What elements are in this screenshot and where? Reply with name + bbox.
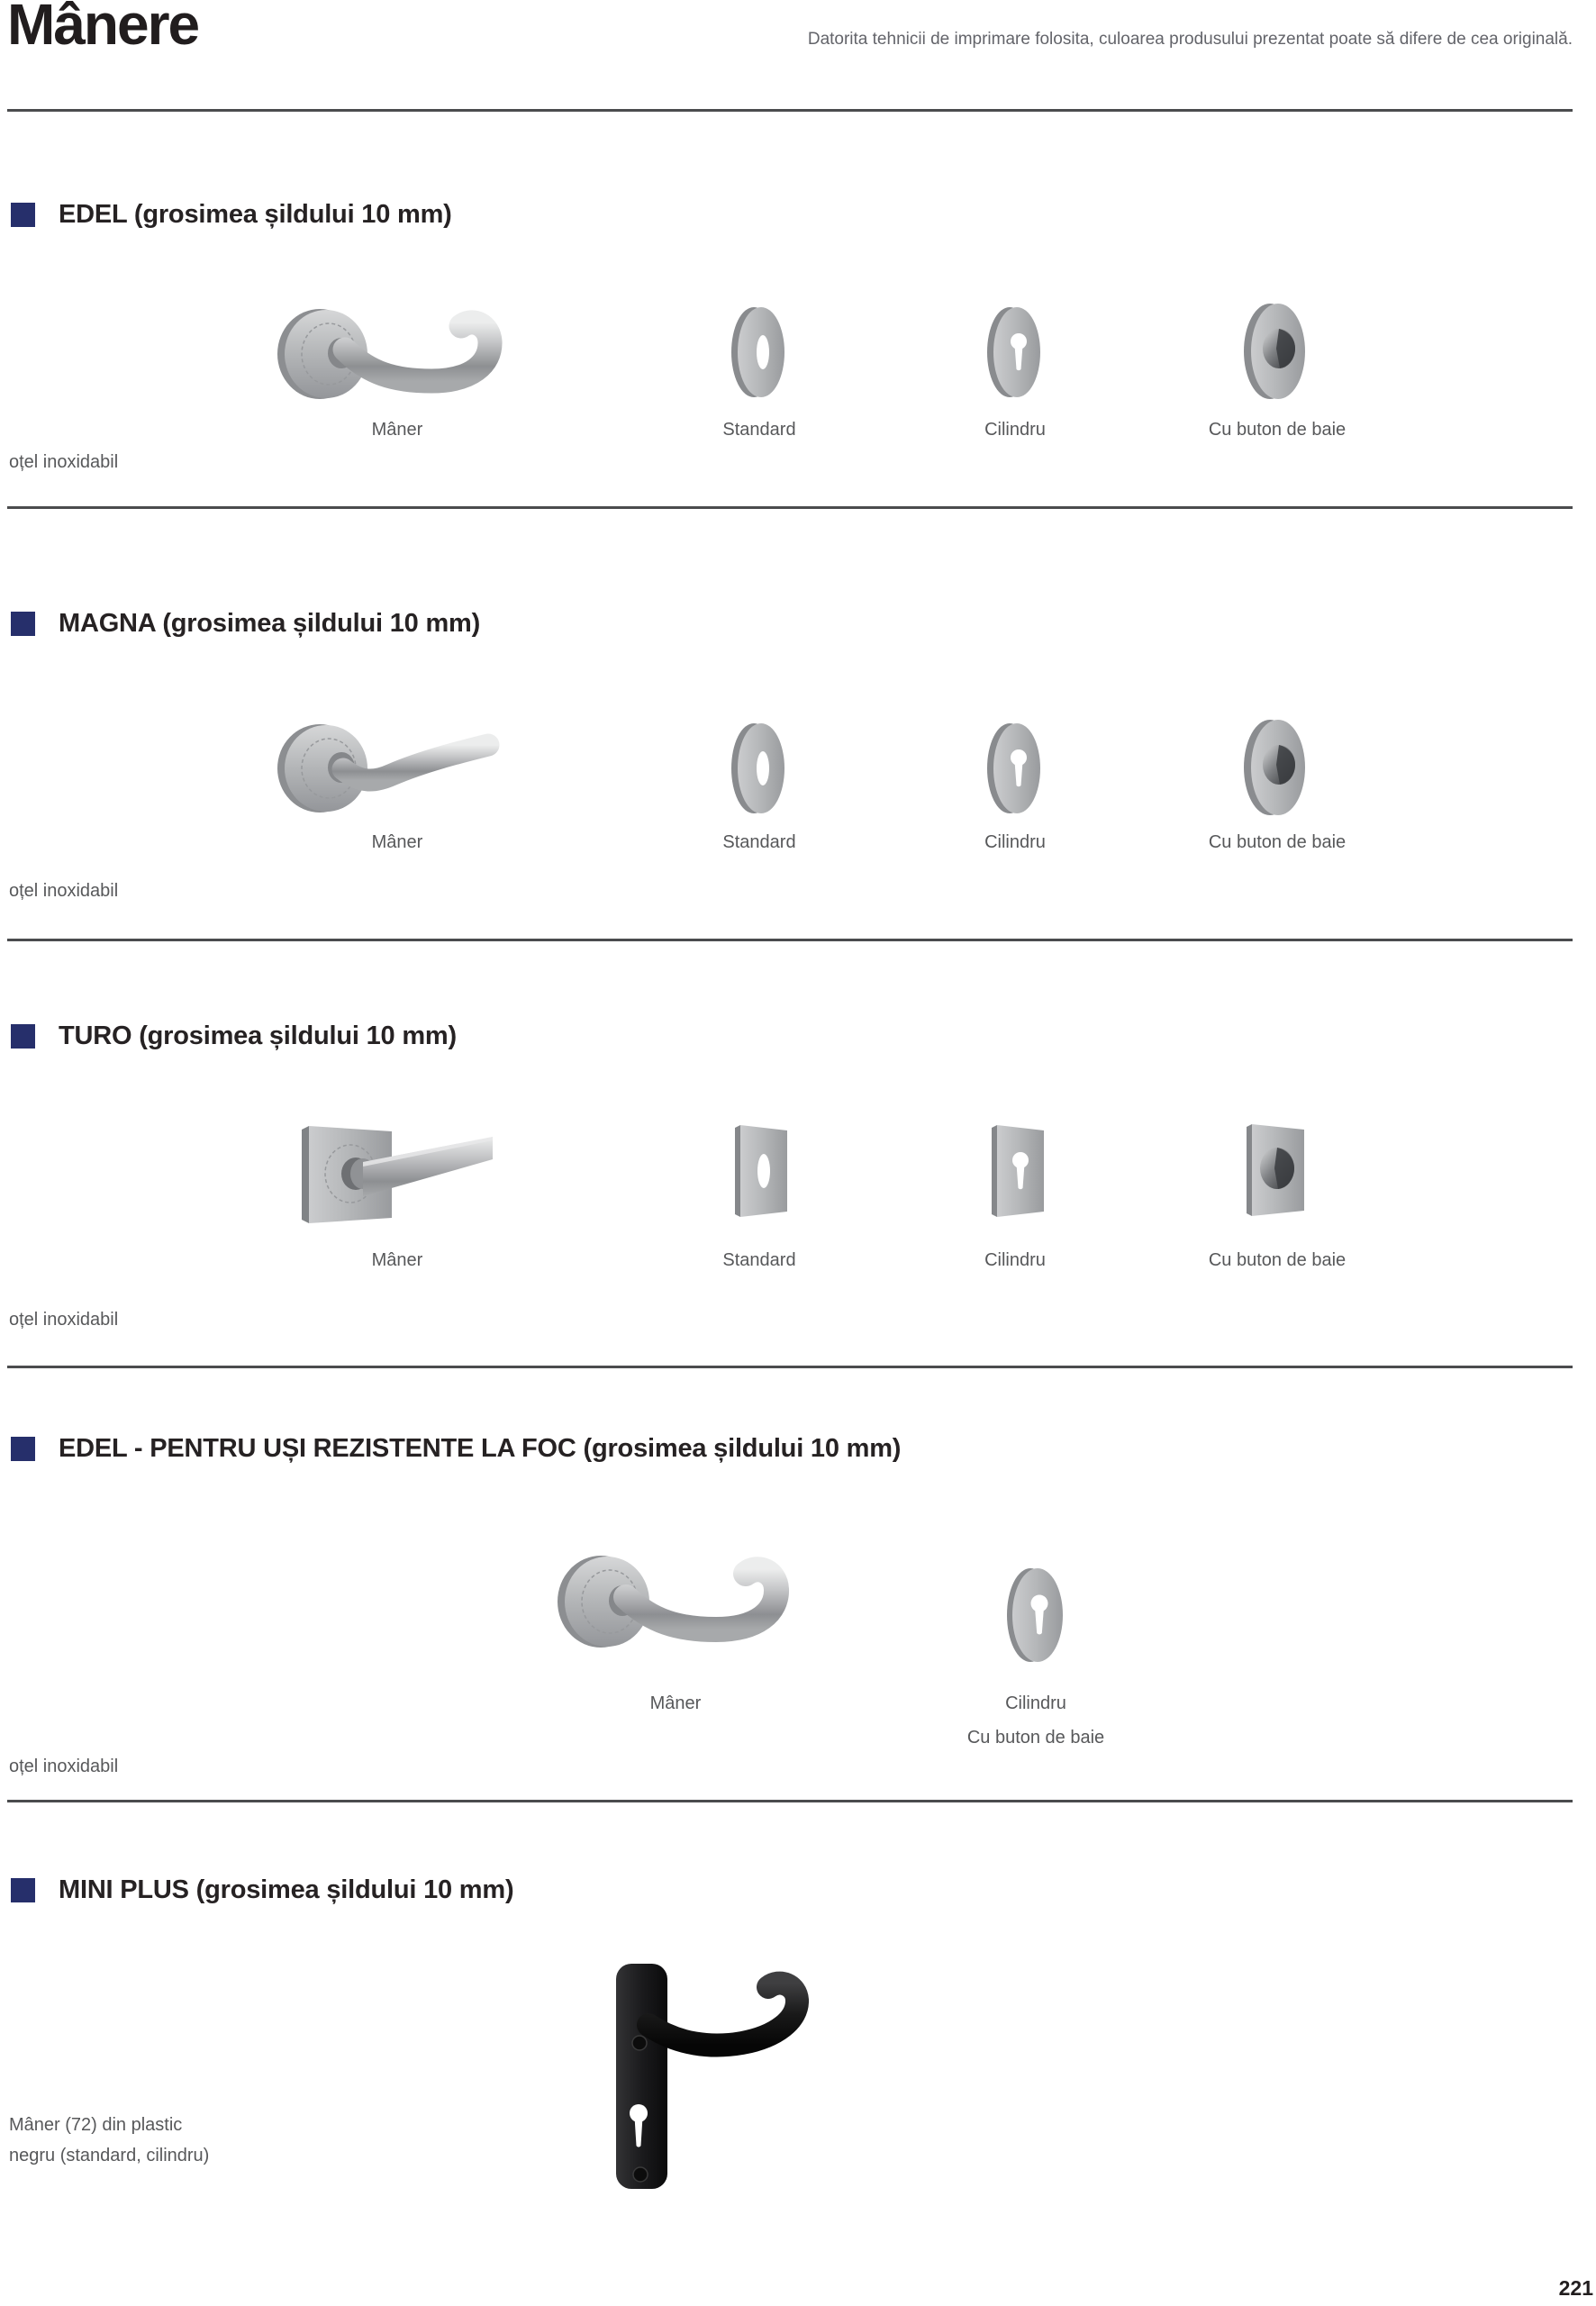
- item-label: Standard: [722, 832, 796, 852]
- item-label: Mâner: [371, 420, 423, 440]
- page-number: 221: [1558, 2276, 1593, 2300]
- bathroom-turn-rosette-image: [1239, 717, 1315, 818]
- blue-square-bullet-icon: [11, 1437, 35, 1461]
- standard-keyhole-rosette-image: [729, 721, 790, 816]
- blue-square-bullet-icon: [11, 203, 35, 227]
- section-header-turo: [11, 1021, 457, 1051]
- item-label: Cilindru: [984, 420, 1046, 440]
- black-plastic-backplate-handle-image: [611, 1962, 809, 2196]
- cylinder-rosette-image: [1003, 1566, 1068, 1665]
- material-label: oțel inoxidabil: [9, 1310, 119, 1330]
- lever-handle-round-rosette-image: [266, 299, 527, 409]
- caption-line-2: negru (standard, cilindru): [9, 2146, 210, 2165]
- material-label: oțel inoxidabil: [9, 1757, 119, 1776]
- section-title: EDEL - PENTRU UȘI REZISTENTE LA FOC (grosimea șildului 10 mm): [59, 1434, 902, 1463]
- item-label: Cu buton de baie: [1208, 832, 1347, 852]
- material-label: oțel inoxidabil: [9, 452, 119, 472]
- section-divider: [7, 939, 1573, 941]
- section-divider: [7, 1800, 1573, 1802]
- section-header-edel: [11, 200, 452, 230]
- print-disclaimer: Datorita tehnicii de imprimare folosita, culoarea produsului prezentat poate să difere de cea originală.: [807, 30, 1573, 49]
- item-label: Cilindru: [1005, 1693, 1066, 1713]
- item-label: Mâner: [371, 1250, 423, 1270]
- standard-keyhole-rosette-image: [729, 304, 790, 400]
- section-divider: [7, 109, 1573, 112]
- cylinder-square-rosette-image: [983, 1122, 1049, 1220]
- cylinder-rosette-image: [984, 721, 1046, 816]
- flat-lever-square-rosette-image: [266, 1117, 527, 1230]
- cylinder-rosette-image: [984, 304, 1046, 400]
- section-header-mini-plus: [11, 1875, 513, 1905]
- item-label: Standard: [722, 1250, 796, 1270]
- section-divider: [7, 1366, 1573, 1368]
- caption-line-1: Mâner (72) din plastic: [9, 2115, 183, 2135]
- section-header-edel-fire: [11, 1434, 901, 1464]
- material-label: oțel inoxidabil: [9, 881, 119, 901]
- section-title: MAGNA (grosimea șildului 10 mm): [59, 609, 481, 638]
- bathroom-turn-square-rosette-image: [1236, 1120, 1315, 1221]
- section-title: MINI PLUS (grosimea șildului 10 mm): [59, 1875, 514, 1904]
- straight-lever-round-rosette-image: [266, 715, 527, 822]
- blue-square-bullet-icon: [11, 1878, 35, 1902]
- section-title: TURO (grosimea șildului 10 mm): [59, 1021, 457, 1050]
- item-label: Cilindru: [984, 1250, 1046, 1270]
- blue-square-bullet-icon: [11, 612, 35, 636]
- standard-keyhole-square-rosette-image: [726, 1122, 793, 1220]
- item-label: Cu buton de baie: [1208, 420, 1347, 440]
- item-label: Mâner: [649, 1693, 702, 1713]
- bathroom-turn-rosette-image: [1239, 301, 1315, 402]
- page-title: Mânere: [7, 0, 199, 57]
- item-label: Cilindru: [984, 832, 1046, 852]
- item-label: Mâner: [371, 832, 423, 852]
- item-label: Standard: [722, 420, 796, 440]
- fire-door-lever-handle-image: [545, 1546, 815, 1661]
- blue-square-bullet-icon: [11, 1024, 35, 1049]
- section-header-magna: [11, 609, 480, 639]
- item-label: Cu buton de baie: [966, 1728, 1105, 1748]
- section-title: EDEL (grosimea șildului 10 mm): [59, 200, 452, 229]
- section-divider: [7, 506, 1573, 509]
- item-label: Cu buton de baie: [1208, 1250, 1347, 1270]
